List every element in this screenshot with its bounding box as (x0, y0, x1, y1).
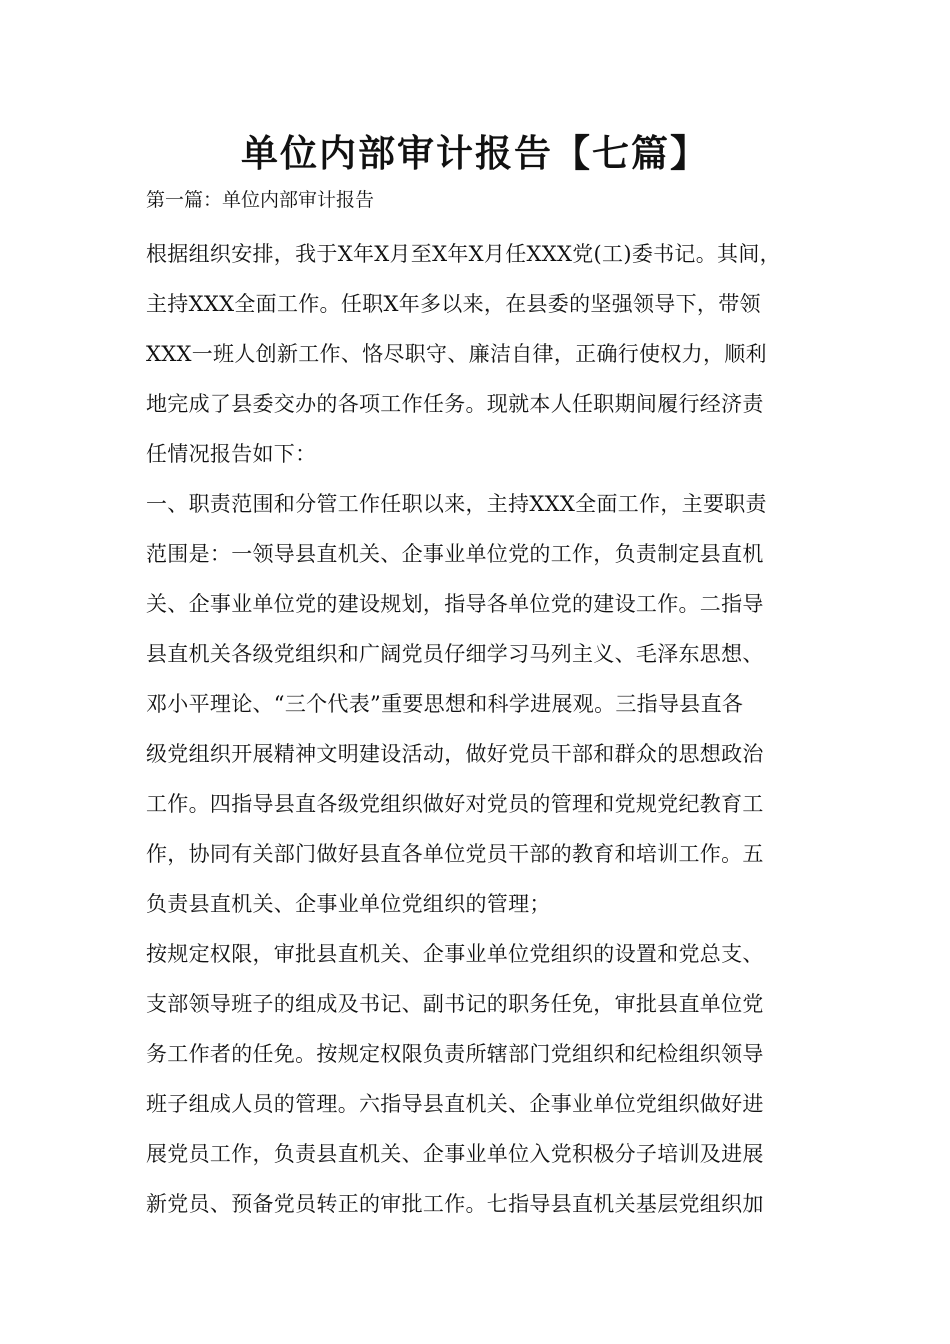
text-line: 根据组织安排，我于X年X月至X年X月任XXX党(工)委书记。其间， (146, 242, 781, 266)
body-text (146, 229, 846, 1229)
text-line: 邓小平理论、“三个代表”重要思想和科学进展观。三指导县直各 (146, 692, 744, 716)
text-line: 作，协同有关部门做好县直各单位党员干部的教育和培训工作。五 (146, 842, 764, 866)
text-line: 关、企事业单位党的建设规划，指导各单位党的建设工作。二指导 (146, 592, 764, 616)
text-line: XXX一班人创新工作、恪尽职守、廉洁自律，正确行使权力，顺利 (146, 342, 767, 366)
text-line: 主持XXX全面工作。任职X年多以来，在县委的坚强领导下，带领 (146, 292, 761, 316)
text-line: 负责县直机关、企事业单位党组织的管理； (146, 892, 551, 916)
text-line: 按规定权限，审批县直机关、企事业单位党组织的设置和党总支、 (146, 942, 764, 966)
text-line: 务工作者的任免。按规定权限负责所辖部门党组织和纪检组织领导 (146, 1042, 764, 1066)
text-line: 任情况报告如下： (146, 442, 317, 466)
text-line: 范围是：一领导县直机关、企事业单位党的工作，负责制定县直机 (146, 542, 764, 566)
text-line: 新党员、预备党员转正的审批工作。七指导县直机关基层党组织加 (146, 1192, 764, 1216)
text-line: 级党组织开展精神文明建设活动，做好党员干部和群众的思想政治 (146, 742, 764, 766)
text-line: 县直机关各级党组织和广阔党员仔细学习马列主义、毛泽东思想、 (146, 642, 764, 666)
section-heading: 第一篇：单位内部审计报告 (146, 189, 375, 211)
text-line: 支部领导班子的组成及书记、副书记的职务任免，审批县直单位党 (146, 992, 764, 1016)
document-title: 单位内部审计报告【七篇】 (241, 132, 709, 175)
text-line: 工作。四指导县直各级党组织做好对党员的管理和党规党纪教育工 (146, 792, 764, 816)
text-line: 一、职责范围和分管工作任职以来，主持XXX全面工作，主要职责 (146, 492, 767, 516)
text-line: 展党员工作，负责县直机关、企事业单位入党积极分子培训及进展 (146, 1142, 764, 1166)
text-line: 班子组成人员的管理。六指导县直机关、企事业单位党组织做好进 (146, 1092, 764, 1116)
text-line: 地完成了县委交办的各项工作任务。现就本人任职期间履行经济责 (146, 392, 764, 416)
